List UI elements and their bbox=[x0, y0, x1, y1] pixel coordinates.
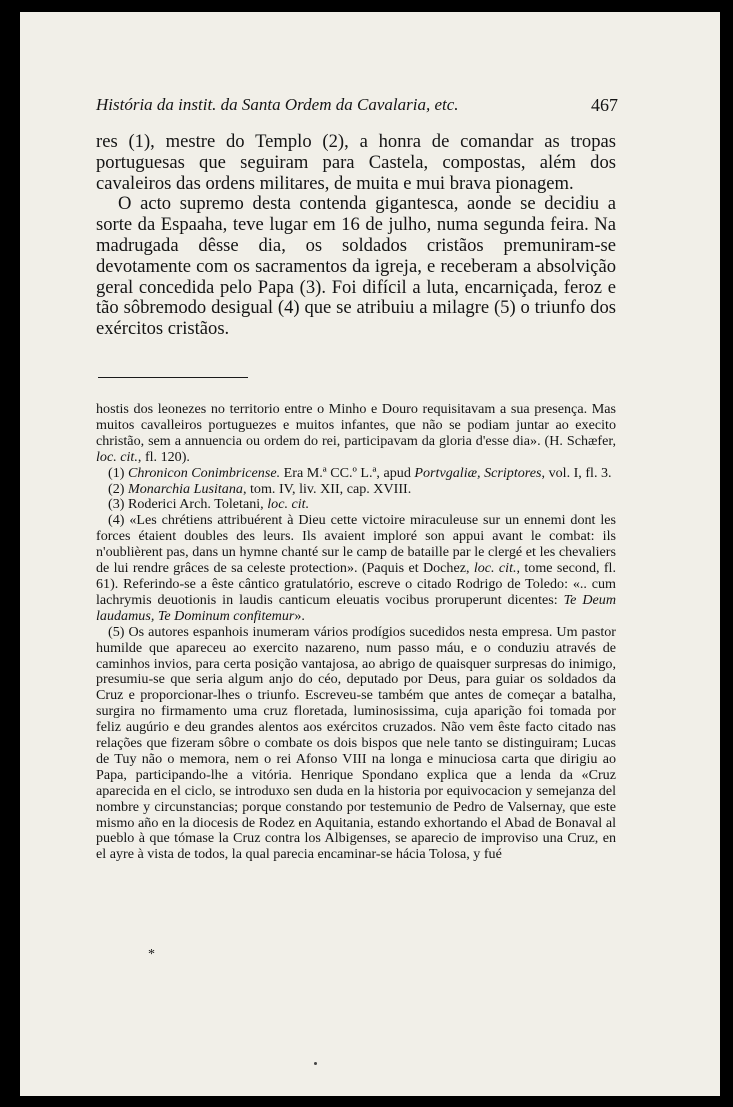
running-title: História da instit. da Santa Ordem da Cavalaria, etc. bbox=[96, 95, 459, 114]
page-number: 467 bbox=[591, 95, 618, 115]
footnote-3: (3) Roderici Arch. Toletani, loc. cit. bbox=[108, 496, 310, 513]
footnotes bbox=[96, 402, 616, 863]
main-text bbox=[96, 132, 616, 340]
footnote-4: (4) «Les chrétiens attribuérent à Dieu cette victoire miraculeuse sur un ennemi dont les forces étaient doubles des leurs. Ils avaient imploré son appui avant le combat: ils n'oublièrent pas, dans un hymne chanté sur le camp de bataille par le clergé et les chevaliers de lui rendre grâces de sa celeste protection». (Paquis et Dochez, loc. cit., tome second, fl. 61). Referindo-se a êste cântico gratulatório, escreve o citado Rodrigo de Toledo: «.. cum lachrymis deuotionis in laudis canticum eleuatis vocibus proruperunt dicentes: Te Deum laudamus, Te Dominum confitemur». bbox=[96, 512, 616, 624]
footnote-continuation: hostis dos leonezes no territorio entre o Minho e Douro requisitavam a sua presença. Mas muitos cavalleiros portuguezes e muitos infantes, que não se podiam juntar ao execito christão, sem a annuencia ou ordem do rei, participavam da gloria d'esse dia». (H. Schæfer, loc. cit., fl. 120). bbox=[96, 401, 616, 465]
print-speck bbox=[314, 1062, 317, 1065]
footnote-2: (2) Monarchia Lusitana, tom. IV, liv. XII, cap. XVIII. bbox=[108, 480, 412, 497]
footnote-separator bbox=[98, 377, 248, 378]
footnote-1: (1) Chronicon Conimbricense. Era M.ª CC.º L.ª, apud Portvgaliæ, Scriptores, vol. I, fl. 3. bbox=[108, 464, 612, 481]
running-header bbox=[96, 95, 618, 119]
paragraph: res (1), mestre do Templo (2), a honra de comandar as tropas portuguesas que seguiram para Castela, compostas, além dos cavaleiros das ordens militares, de muita e mui brava pionagem. bbox=[96, 131, 616, 194]
paragraph: O acto supremo desta contenda gigantesca, aonde se decidiu a sorte da Espaaha, teve lugar em 16 de julho, numa segunda feira. Na madrugada dêsse dia, os soldados cristãos premuniram-se devotamente com os sacramentos da igreja, e receberam a absolvição geral concedida pelo Papa (3). Foi difícil a luta, encarniçada, feroz e tão sôbremodo desigual (4) que se atribuiu a milagre (5) o triunfo dos exércitos cristãos. bbox=[96, 193, 616, 340]
signature-mark: * bbox=[148, 947, 155, 962]
footnote-5: (5) Os autores espanhois inumeram vários prodígios sucedidos nesta empresa. Um pastor humilde que apareceu ao exercito nazareno, num passo máu, e o conduziu através de caminhos invios, para certa posição vantajosa, ao abrigo de quaisquer surpresas do inimigo, presumiu-se que seria algum anjo do céo, deputado por Deus, para guiar os soldados da Cruz e proporcionar-lhes o triunfo. Escreveu-se também que antes de começar a batalha, surgira no firmamento uma cruz floretada, luminosissima, cuja aparição foi tomada por feliz augúrio e deu grandes alentos aos exércitos cruzados. Não vem êste facto citado nas relações que fizeram sôbre o combate os dois bispos que nele tanto se distinguiram; Lucas de Tuy não o memora, nem o rei Afonso VIII na longa e minuciosa carta que dirigiu ao Papa, participando-lhe a vitória. Henrique Spondano explica que a lenda da «Cruz aparecida en el ciclo, se introduxo sen duda en la historia por equivocacion y semejanza del nombre y circunstancias; porque constando por testemunio de Pedro de Valsernay, que este mismo año en la diocesis de Rodez en Aquitania, estando exhortando el Abad de Bonaval al pueblo à que tómase la Cruz contra los Albigenses, se aparecio de improviso una Cruz, en el ayre à vista de todos, la qual parecia encaminar-se hácia Tolosa, y fué bbox=[96, 623, 617, 863]
book-page bbox=[20, 12, 720, 1096]
